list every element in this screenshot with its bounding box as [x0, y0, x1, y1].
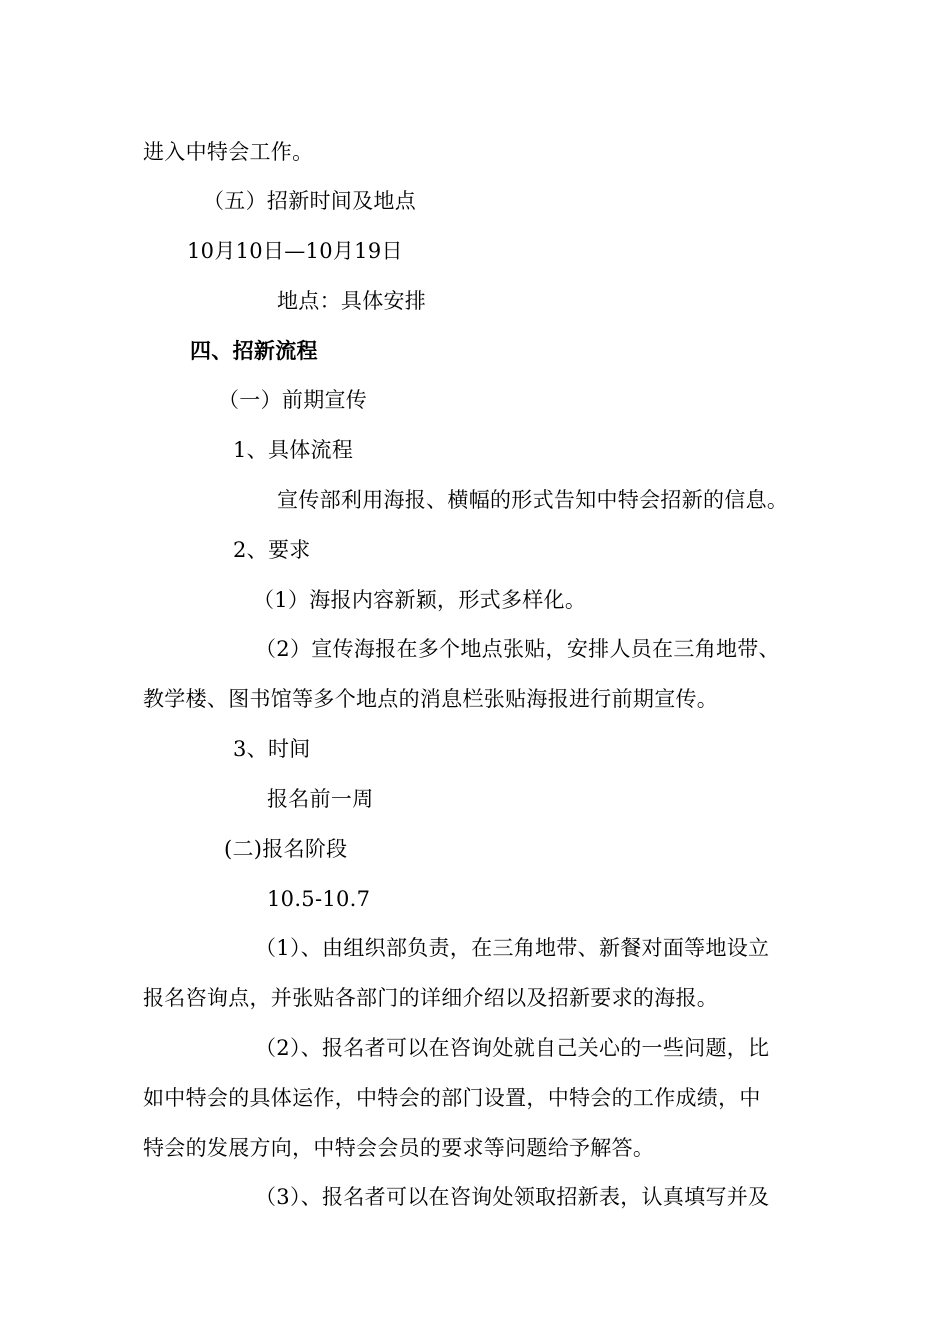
- text-line: （1）海报内容新颖，形式多样化。: [253, 588, 587, 612]
- subsection-heading: （一）前期宣传: [218, 388, 368, 412]
- text-line: 宣传部利用海报、横幅的形式告知中特会招新的信息。: [277, 488, 789, 512]
- text-line: 1、具体流程: [233, 438, 354, 462]
- text-line: （3）、报名者可以在咨询处领取招新表，认真填写并及: [255, 1185, 770, 1209]
- text-line: 10月10日—10月19日: [187, 239, 403, 263]
- text-line: 报名前一周: [267, 787, 374, 811]
- text-line: 如中特会的具体运作，中特会的部门设置，中特会的工作成绩，中: [143, 1086, 761, 1110]
- section-heading: 四、招新流程: [190, 338, 318, 363]
- text-line: 10.5-10.7: [267, 887, 371, 911]
- text-line: 特会的发展方向，中特会会员的要求等问题给予解答。: [143, 1136, 655, 1160]
- text-line: 2、要求: [233, 538, 311, 562]
- text-line: （五）招新时间及地点: [203, 189, 416, 213]
- text-line: 进入中特会工作。: [143, 140, 314, 164]
- text-line: 报名咨询点，并张贴各部门的详细介绍以及招新要求的海报。: [143, 986, 719, 1010]
- text-line: 地点：具体安排: [277, 289, 427, 313]
- text-line: （2）、报名者可以在咨询处就自己关心的一些问题，比: [255, 1036, 770, 1060]
- subsection-heading: (二)报名阶段: [224, 837, 348, 861]
- text-line: （2）宣传海报在多个地点张贴，安排人员在三角地带、: [255, 637, 780, 661]
- text-line: 3、时间: [233, 737, 311, 761]
- text-line: 教学楼、图书馆等多个地点的消息栏张贴海报进行前期宣传。: [143, 687, 719, 711]
- text-line: （1）、由组织部负责，在三角地带、新餐对面等地设立: [255, 936, 770, 960]
